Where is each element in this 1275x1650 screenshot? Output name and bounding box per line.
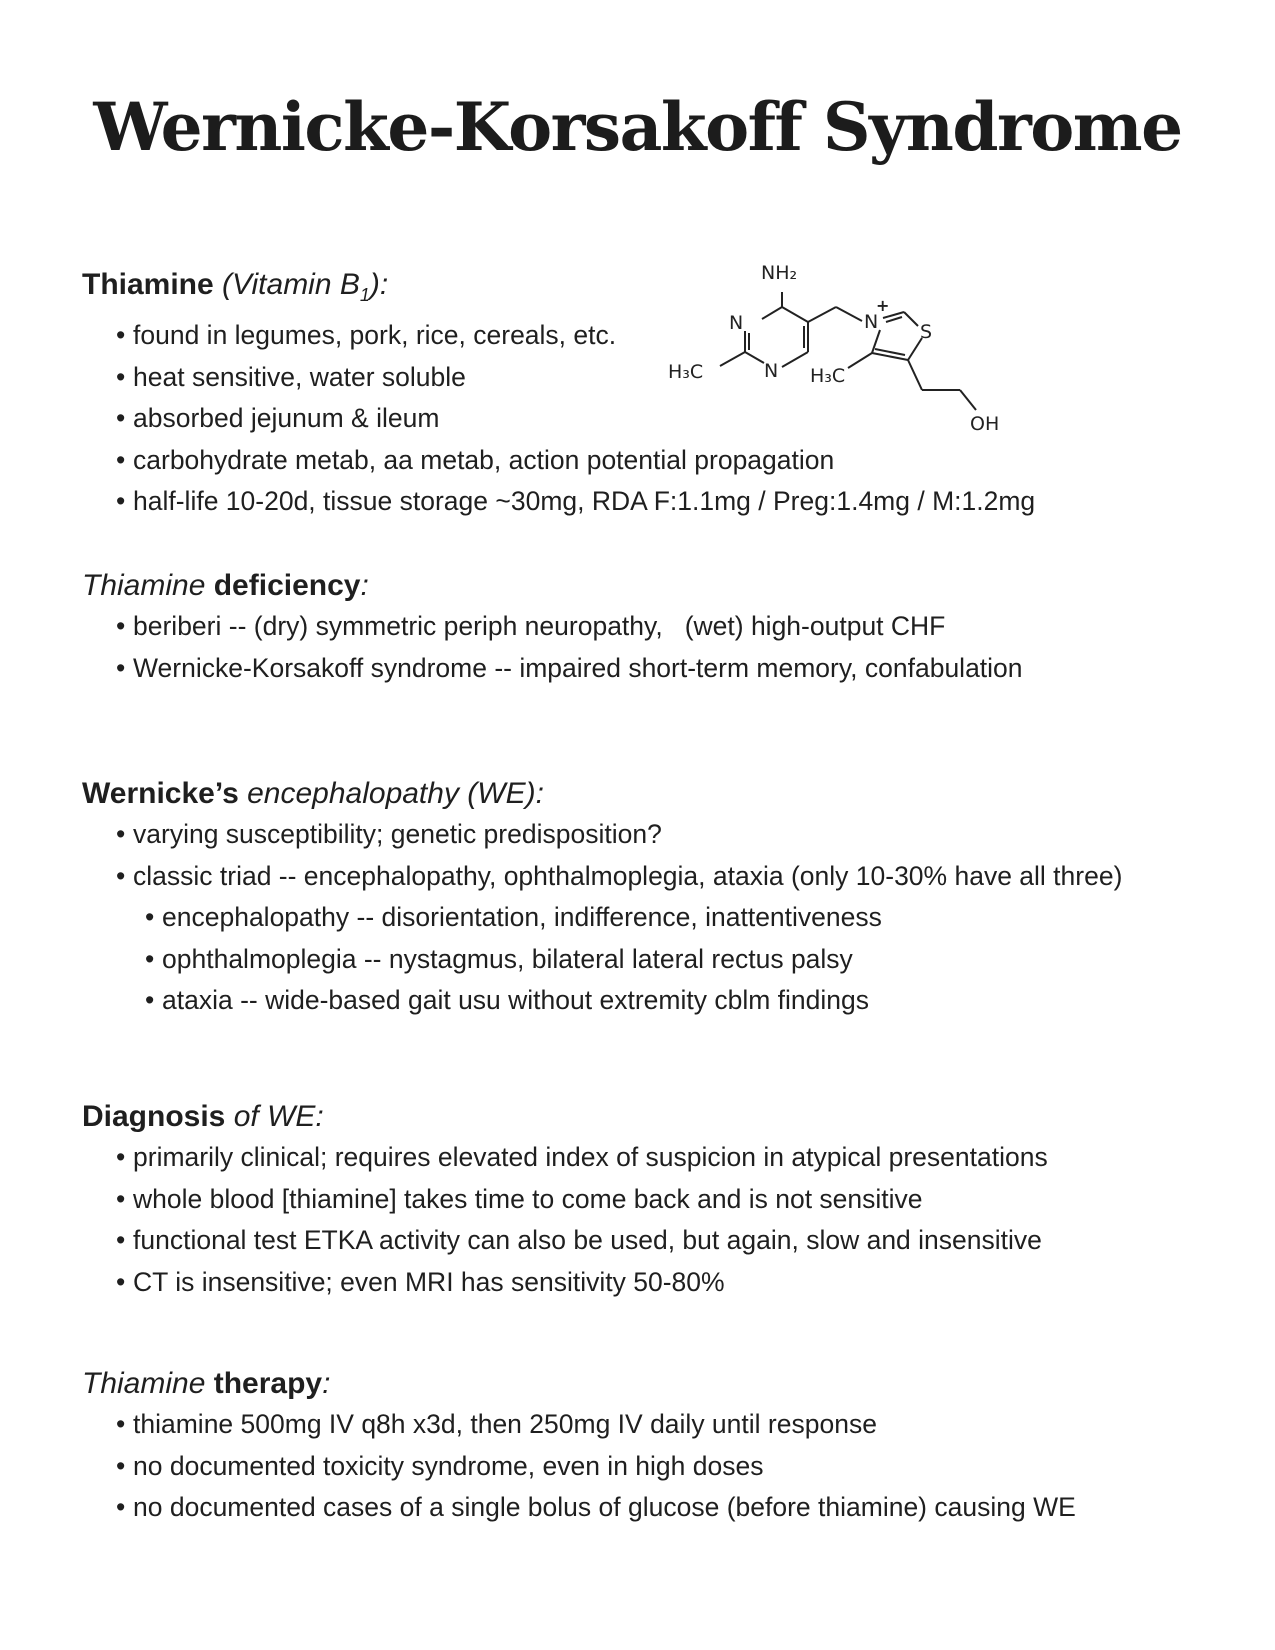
beriberi-dry-text: beriberi -- (dry) symmetric periph neuropathy, [133, 611, 663, 641]
beriberi-wet-text: (wet) high-output CHF [684, 611, 946, 641]
deficiency-heading [82, 566, 1023, 606]
deficiency-heading-italic: Thiamine [82, 569, 206, 602]
thiazole-n-label: N [864, 311, 879, 333]
therapy-heading-tail: : [322, 1367, 331, 1400]
list-item: • heat sensitive, water soluble [82, 357, 1035, 399]
diagnosis-heading [82, 1097, 1048, 1137]
list-item: • classic triad -- encephalopathy, ophthalmoplegia, ataxia (only 10-30% have all three) [82, 856, 1122, 898]
diagnosis-section [82, 1097, 1048, 1303]
deficiency-list [82, 606, 1023, 689]
ring-n-label: N [764, 360, 779, 382]
list-item: • CT is insensitive; even MRI has sensitivity 50-80% [82, 1262, 1048, 1304]
list-item: • whole blood [thiamine] takes time to come back and is not sensitive [82, 1179, 1048, 1221]
list-item: • half-life 10-20d, tissue storage ~30mg, RDA F:1.1mg / Preg:1.4mg / M:1.2mg [82, 481, 1035, 523]
vitamin-tail: ): [369, 268, 389, 301]
positive-charge-label: + [876, 296, 890, 315]
therapy-section [82, 1364, 1076, 1529]
list-item: • primarily clinical; requires elevated index of suspicion in atypical presentations [82, 1137, 1048, 1179]
page-title: Wernicke-Korsakoff Syndrome [93, 88, 1182, 166]
we-heading [82, 774, 1122, 814]
vitamin-subscript: 1 [359, 285, 370, 305]
methyl-label-left: H₃C [668, 361, 704, 383]
diagnosis-list [82, 1137, 1048, 1303]
sub-list-item: • ophthalmoplegia -- nystagmus, bilateral lateral rectus palsy [82, 939, 1122, 981]
we-heading-italic: encephalopathy (WE): [247, 777, 544, 810]
diagnosis-heading-italic: of WE: [233, 1100, 324, 1133]
list-item: • Wernicke-Korsakoff syndrome -- impaired short-term memory, confabulation [82, 648, 1023, 690]
deficiency-heading-bold: deficiency [213, 569, 361, 602]
therapy-heading-bold: therapy [213, 1367, 323, 1400]
list-item: • found in legumes, pork, rice, cereals, etc. [82, 315, 1035, 357]
sub-list-item: • ataxia -- wide-based gait usu without extremity cblm findings [82, 980, 1122, 1022]
sub-list-item: • encephalopathy -- disorientation, indifference, inattentiveness [82, 897, 1122, 939]
list-item: • functional test ETKA activity can also be used, but again, slow and insensitive [82, 1220, 1048, 1262]
deficiency-heading-tail: : [360, 569, 369, 602]
thiamine-heading-bold: Thiamine [82, 268, 214, 301]
sulfur-label: S [920, 321, 933, 343]
hydroxyl-label: OH [970, 413, 1000, 435]
we-section [82, 774, 1122, 1022]
therapy-list [82, 1404, 1076, 1529]
ring-n-label: N [729, 312, 744, 334]
methyl-label-mid: H₃C [810, 365, 846, 387]
thiamine-structure-diagram [668, 262, 1050, 458]
list-item: • absorbed jejunum & ileum [82, 398, 1035, 440]
list-item: • varying susceptibility; genetic predisposition? [82, 814, 1122, 856]
nh2-label: NH₂ [761, 262, 798, 284]
therapy-heading-italic: Thiamine [82, 1367, 206, 1400]
list-item: • thiamine 500mg IV q8h x3d, then 250mg IV daily until response [82, 1404, 1076, 1446]
deficiency-section [82, 566, 1023, 689]
diagnosis-heading-bold: Diagnosis [82, 1100, 226, 1133]
list-item: • no documented toxicity syndrome, even in high doses [82, 1446, 1076, 1488]
we-list [82, 814, 1122, 1022]
vitamin-label: (Vitamin B [222, 268, 360, 301]
therapy-heading [82, 1364, 1076, 1404]
we-heading-bold: Wernicke’s [82, 777, 239, 810]
thiamine-heading-italic [222, 268, 389, 305]
list-item [82, 606, 1023, 648]
list-item: • no documented cases of a single bolus of glucose (before thiamine) causing WE [82, 1487, 1076, 1529]
list-item: • carbohydrate metab, aa metab, action potential propagation [82, 440, 1035, 482]
